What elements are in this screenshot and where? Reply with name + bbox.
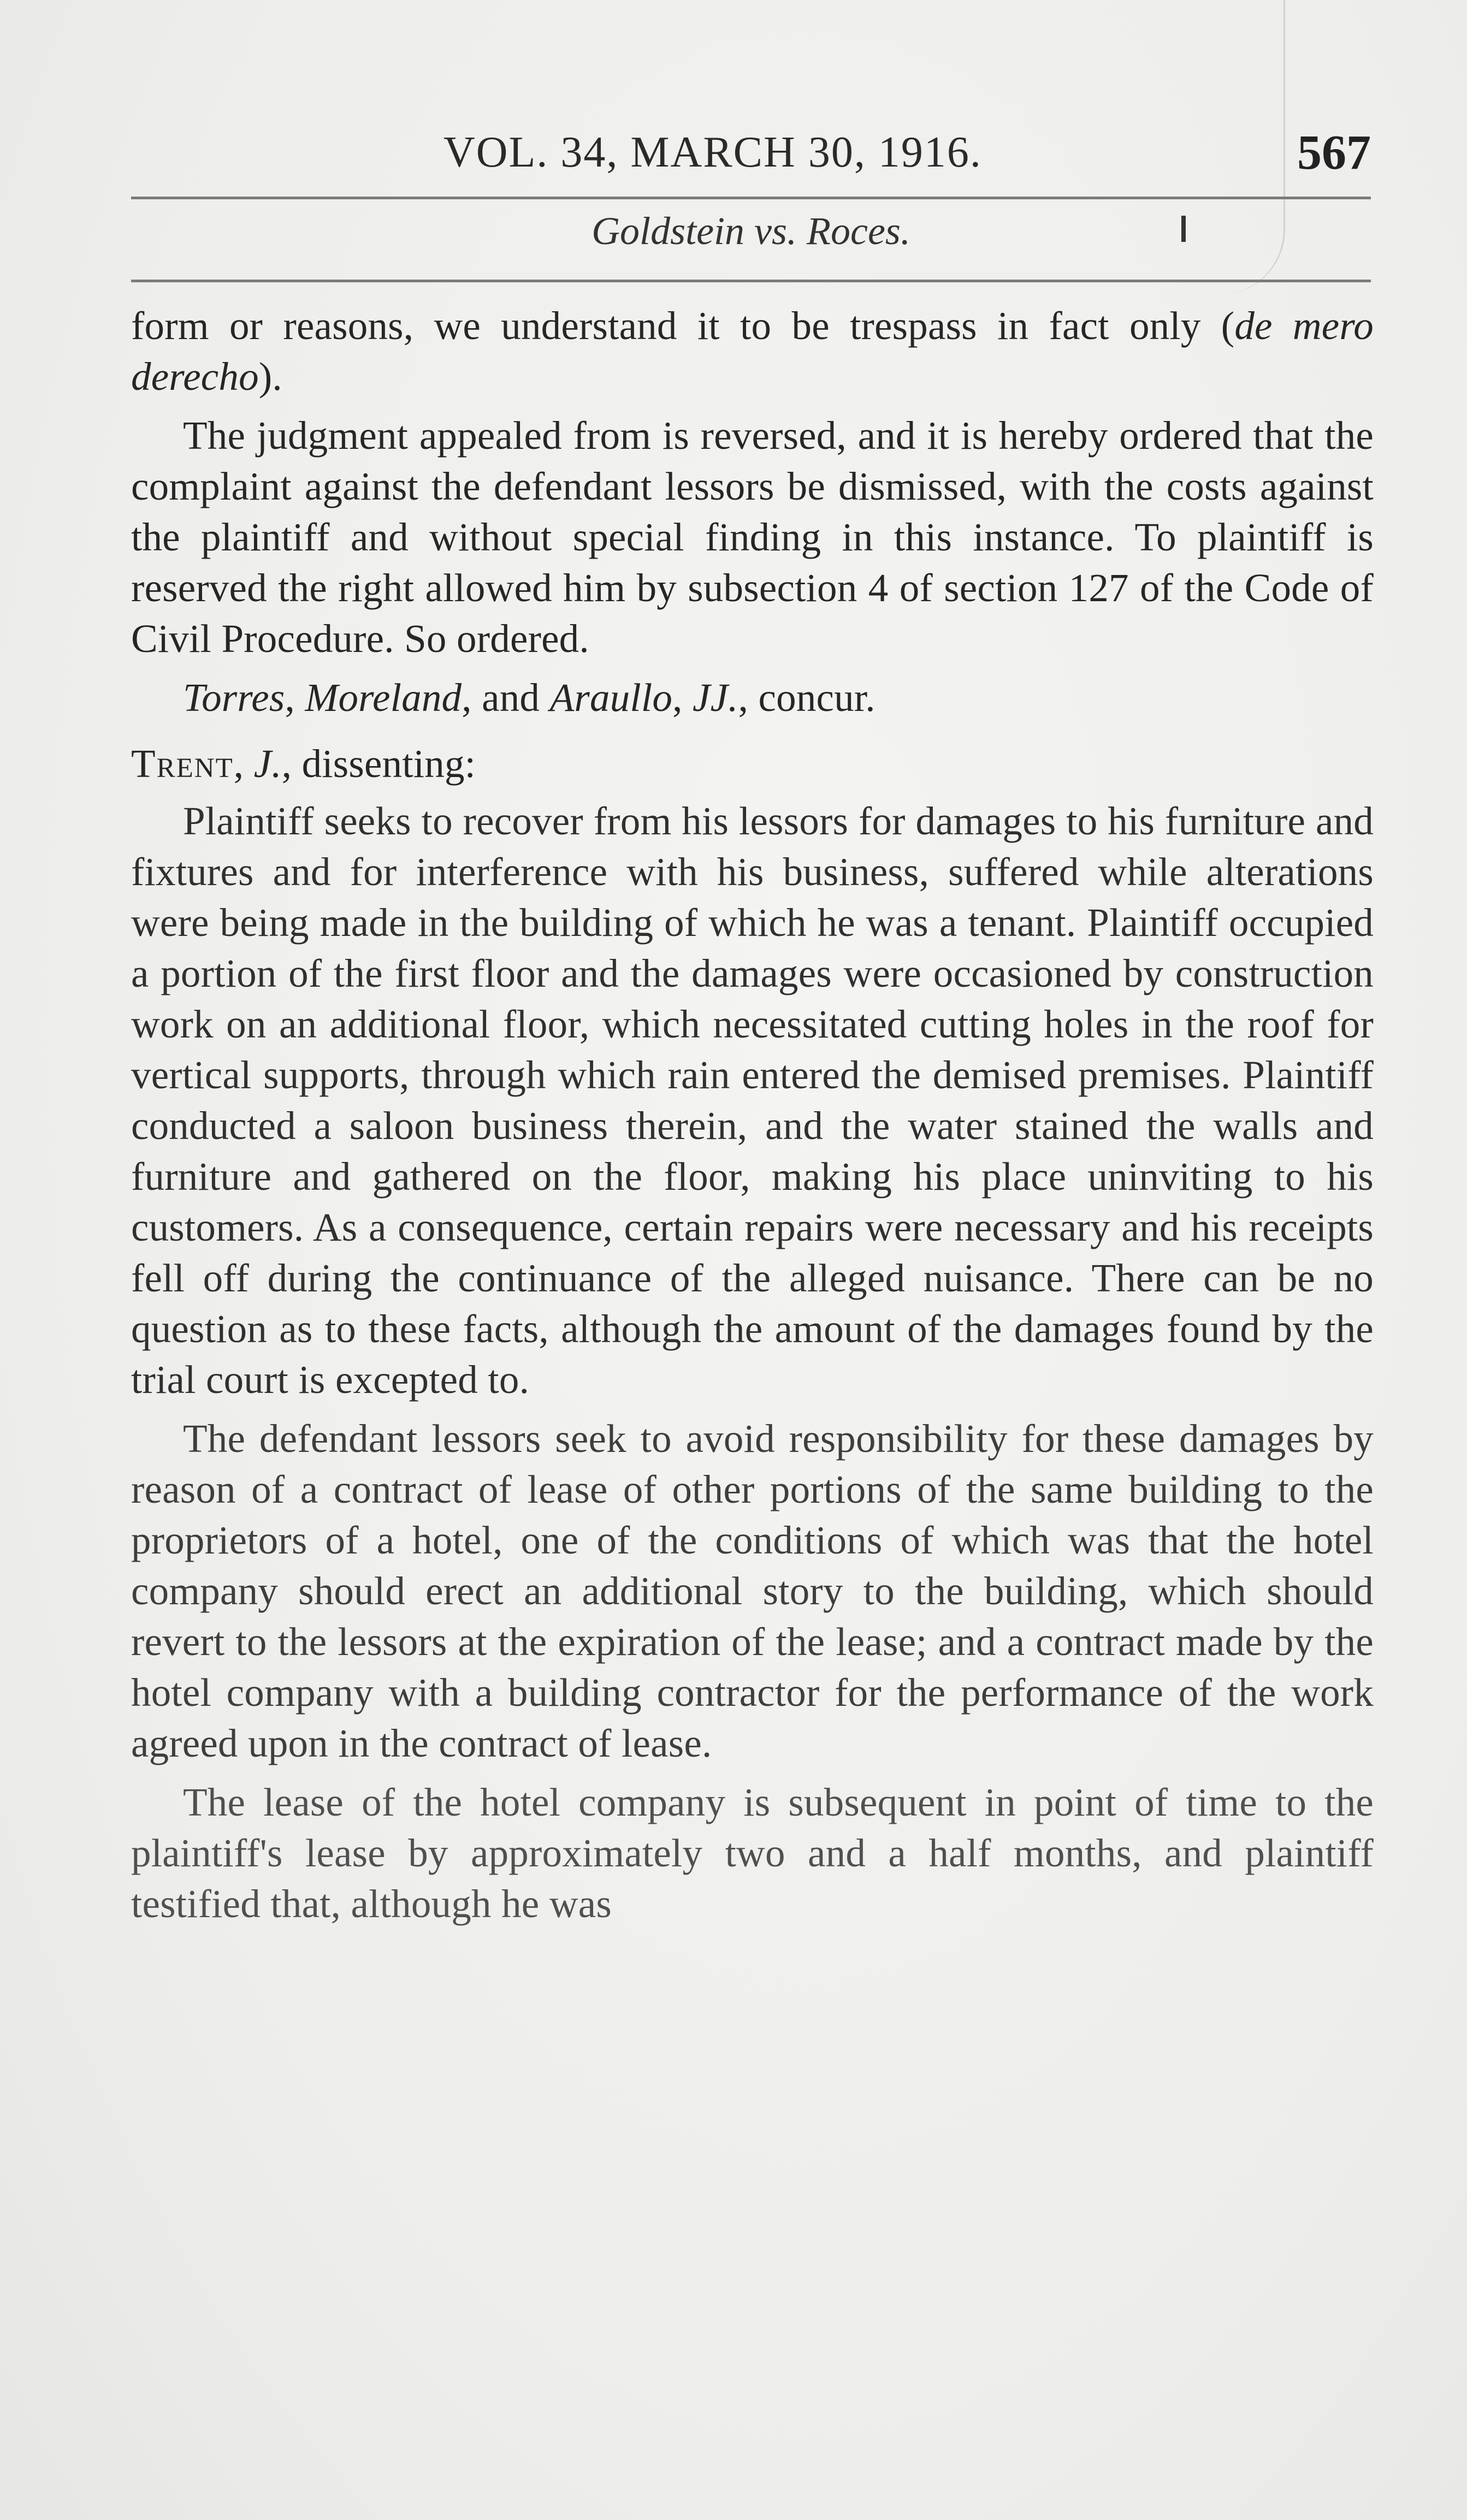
running-title: VOL. 34, MARCH 30, 1916. xyxy=(443,128,982,176)
judges-title: JJ. xyxy=(692,675,738,720)
judge-moreland: Moreland xyxy=(305,675,462,720)
dissent-label: , dissenting: xyxy=(281,742,476,786)
header-rule-top xyxy=(131,197,1371,199)
latin-term: de mero derecho xyxy=(131,304,1374,399)
paragraph-continuation-end: ). xyxy=(258,354,282,399)
judgment-paragraph: The judgment appealed from is reversed, and it is hereby ordered that the complaint against the defendant lessors be dismissed, with the costs against the plaintiff and without special finding in this instance. To plaintiff is reserved the right allowed him by subsection 4 of section 127 of the Code of Civil Procedure. So ordered. xyxy=(131,413,1374,661)
dissent-paragraph-lease: The lease of the hotel company is subsequent in point of time to the plaintiff's lease by approximately two and a half months, and plaintiff testified that, although he was xyxy=(131,1780,1374,1926)
dissent-paragraph-facts: Plaintiff seeks to recover from his lessors for damages to his furniture and fixtures and for interference with his business, suffered while alterations were being made in the building of which he was a tenant. Plaintiff occupied a portion of the first floor and the damages were occasioned by construction work on an additional floor, which necessitated cutting holes in the roof for vertical supports, through which rain entered the demised premises. Plaintiff conducted a saloon business therein, and the water stained the walls and furniture and gathered on the floor, making his place uninviting to his customers. As a consequence, certain repairs were necessary and his receipts fell off during the continuance of the alleged nuisance. There can be no question as to these facts, although the amount of the damages found by the trial court is excepted to. xyxy=(131,799,1374,1402)
paragraph-continuation xyxy=(131,300,1374,402)
concur-suffix: , concur. xyxy=(738,675,876,720)
concurrence-line: Torres, Moreland, and Araullo, JJ., concur. xyxy=(183,675,876,720)
dissent-heading: Trent, J., dissenting: xyxy=(131,742,476,786)
page-body xyxy=(131,300,1374,1937)
dissent-judge-name: Trent xyxy=(131,742,234,786)
dissent-paragraph-defense: The defendant lessors seek to avoid responsibility for these damages by reason of a contract of lease of other portions of the same building to the proprietors of a hotel, one of the conditions of which was that the hotel company should erect an additional story to the building, which should revert to the lessors at the expiration of the lease; and a contract made by the hotel company with a building contractor for the performance of the work agreed upon in the contract of lease. xyxy=(131,1416,1374,1765)
concur-connector: , and xyxy=(462,675,550,720)
header-rule-bottom xyxy=(131,280,1371,282)
case-title: Goldstein vs. Roces. xyxy=(591,209,910,253)
page-number: 567 xyxy=(1297,126,1371,180)
paragraph-continuation-text: form or reasons, we understand it to be trespass in fact only ( xyxy=(131,304,1235,348)
judge-araullo: Araullo xyxy=(549,675,673,720)
margin-mark xyxy=(1181,216,1186,242)
judge-torres: Torres xyxy=(183,675,285,720)
page-header xyxy=(131,121,1371,181)
dissent-judge-title: J. xyxy=(253,742,282,786)
